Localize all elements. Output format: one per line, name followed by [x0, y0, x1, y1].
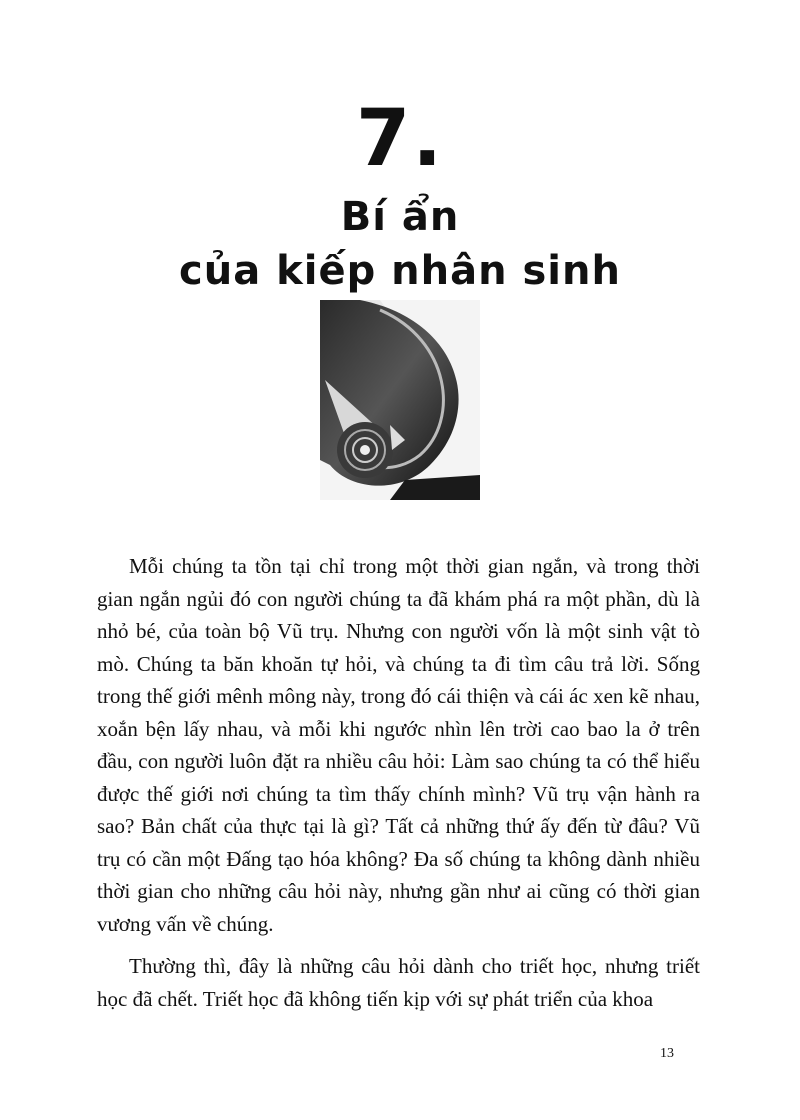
body-text — [97, 550, 700, 1025]
page-number: 13 — [660, 1046, 674, 1061]
chapter-title — [0, 190, 800, 298]
paragraph: Thường thì, đây là những câu hỏi dành cho triết học, nhưng triết học đã chết. Triết học đã không tiến kịp với sự phát triển của khoa — [97, 954, 700, 1011]
chapter-number: 7. — [356, 94, 444, 184]
chapter-title-line-1: Bí ẩn — [340, 194, 460, 240]
chapter-title-line-2: của kiếp nhân sinh — [179, 248, 621, 294]
nautilus-shell-illustration — [320, 300, 480, 500]
paragraph: Mỗi chúng ta tồn tại chỉ trong một thời gian ngắn, và trong thời gian ngắn ngủi đó con người chúng ta đã khám phá ra một phần, dù là nhỏ bé, của toàn bộ Vũ trụ. Nhưng con người vốn là một sinh vật tò mò. Chúng ta băn khoăn tự hỏi, và chúng ta đi tìm câu trả lời. Sống trong thế giới mênh mông này, trong đó cái thiện và cái ác xen kẽ nhau, xoắn bện lấy nhau, và mỗi khi ngước nhìn lên trời cao bao la ở trên đầu, con người luôn đặt ra nhiều câu hỏi: Làm sao chúng ta có thể hiểu được thế giới nơi chúng ta tìm thấy chính mình? Vũ trụ vận hành ra sao? Bản chất của thực tại là gì? Tất cả những thứ ấy đến từ đâu? Vũ trụ có cần một Đấng tạo hóa không? Đa số chúng ta không dành nhiều thời gian cho những câu hỏi này, nhưng gần như ai cũng có thời gian vương vấn về chúng. — [97, 554, 700, 936]
